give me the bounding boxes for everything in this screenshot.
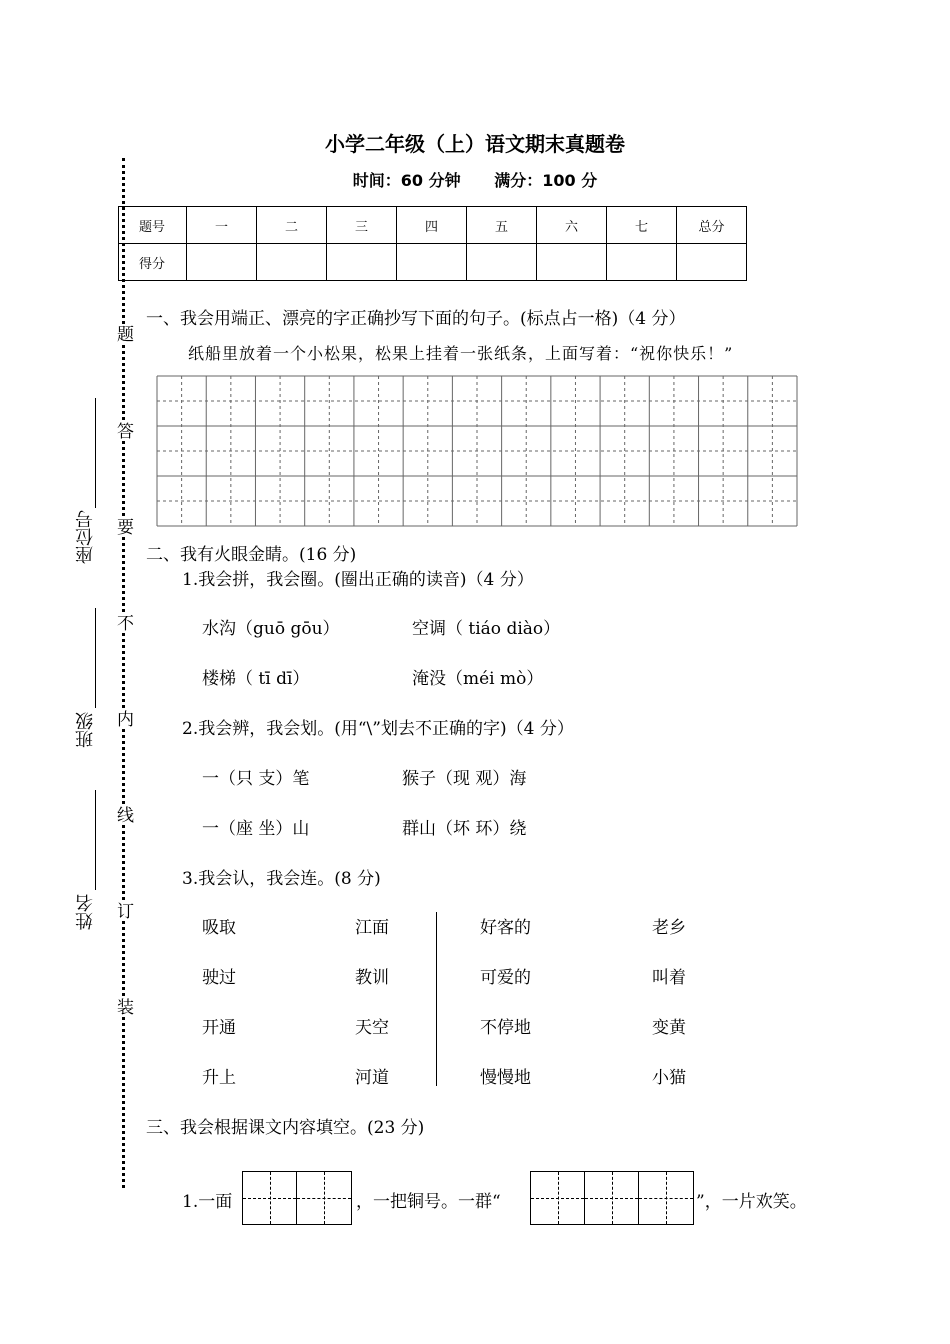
score-table-col: 六 xyxy=(537,207,607,244)
fill-box-group-1[interactable] xyxy=(242,1171,352,1225)
seat-number-line[interactable] xyxy=(95,398,96,508)
section1-heading: 一、我会用端正、漂亮的字正确抄写下面的句子。(标点占一格)（4 分） xyxy=(146,309,686,329)
time-limit: 时间：60 分钟 xyxy=(352,171,461,190)
match-item[interactable]: 老乡 xyxy=(652,918,686,938)
fill-middle: ，一把铜号。一群“ xyxy=(356,1192,501,1212)
copy-sentence: 纸船里放着一个小松果，松果上挂着一张纸条，上面写着：“祝你快乐！” xyxy=(188,344,734,363)
binding-char: 不 xyxy=(113,614,133,631)
pinyin-item: 淹没（méi mò） xyxy=(412,669,544,689)
fill-cell[interactable] xyxy=(243,1172,297,1224)
match-item[interactable]: 升上 xyxy=(202,1068,236,1088)
score-table-col: 七 xyxy=(607,207,677,244)
score-table-col: 一 xyxy=(187,207,257,244)
section2-heading: 二、我有火眼金睛。(16 分) xyxy=(146,545,357,565)
class-line[interactable] xyxy=(95,608,96,708)
binding-char: 答 xyxy=(113,422,133,439)
pinyin-item: 水沟（guō gōu） xyxy=(202,619,340,639)
fill-cell[interactable] xyxy=(531,1172,585,1224)
char-item: 群山（坏 环）绕 xyxy=(402,819,527,839)
score-table xyxy=(118,206,747,281)
score-cell[interactable] xyxy=(677,244,747,281)
binding-char: 订 xyxy=(113,902,133,919)
match-item[interactable]: 江面 xyxy=(355,918,389,938)
score-table-col: 五 xyxy=(467,207,537,244)
score-cell[interactable] xyxy=(327,244,397,281)
score-table-row-label: 题号 xyxy=(119,207,187,244)
score-table-col: 总分 xyxy=(677,207,747,244)
page-title: 小学二年级（上）语文期末真题卷 xyxy=(325,132,625,156)
exam-info xyxy=(0,168,950,191)
score-cell[interactable] xyxy=(397,244,467,281)
match-item[interactable]: 驶过 xyxy=(202,968,236,988)
pinyin-item: 空调（ tiáo diào） xyxy=(412,619,561,639)
match-item[interactable]: 慢慢地 xyxy=(480,1068,531,1088)
pinyin-item: 楼梯（ tī dī） xyxy=(202,669,310,689)
score-cell[interactable] xyxy=(187,244,257,281)
seat-number-label: 座位号 xyxy=(75,510,96,564)
binding-char: 装 xyxy=(113,998,133,1015)
section3-heading: 三、我会根据课文内容填空。(23 分) xyxy=(146,1118,425,1138)
column-divider xyxy=(436,912,437,1086)
name-line[interactable] xyxy=(95,790,96,890)
class-label: 班级 xyxy=(75,712,96,748)
match-item[interactable]: 叫着 xyxy=(652,968,686,988)
match-item[interactable]: 好客的 xyxy=(480,918,531,938)
score-table-col: 四 xyxy=(397,207,467,244)
fill-suffix: ”，一片欢笑。 xyxy=(696,1192,807,1212)
writing-grid[interactable] xyxy=(156,375,798,527)
q3-heading: 3.我会认，我会连。(8 分) xyxy=(182,869,381,889)
char-item: 一（座 坐）山 xyxy=(202,819,310,839)
score-table-col: 二 xyxy=(257,207,327,244)
fill-prefix: 1.一面 xyxy=(182,1192,233,1212)
binding-char: 要 xyxy=(113,518,133,535)
binding-char: 线 xyxy=(113,806,133,823)
fill-cell[interactable] xyxy=(297,1172,351,1224)
fill-cell[interactable] xyxy=(585,1172,639,1224)
char-item: 猴子（现 观）海 xyxy=(402,769,527,789)
q2-heading: 2.我会辨，我会划。(用“\”划去不正确的字)（4 分） xyxy=(182,719,574,739)
score-table-header-row xyxy=(119,207,747,244)
match-item[interactable]: 吸取 xyxy=(202,918,236,938)
full-score: 满分：100 分 xyxy=(494,171,598,190)
score-table-col: 三 xyxy=(327,207,397,244)
match-item[interactable]: 开通 xyxy=(202,1018,236,1038)
binding-char: 内 xyxy=(113,710,133,727)
fill-box-group-2[interactable] xyxy=(530,1171,694,1225)
match-item[interactable]: 小猫 xyxy=(652,1068,686,1088)
match-item[interactable]: 天空 xyxy=(355,1018,389,1038)
score-cell[interactable] xyxy=(467,244,537,281)
match-item[interactable]: 可爱的 xyxy=(480,968,531,988)
match-item[interactable]: 变黄 xyxy=(652,1018,686,1038)
fill-cell[interactable] xyxy=(639,1172,693,1224)
name-label: 姓名 xyxy=(75,894,96,930)
score-table-row-label: 得分 xyxy=(119,244,187,281)
match-item[interactable]: 教训 xyxy=(355,968,389,988)
match-item[interactable]: 不停地 xyxy=(480,1018,531,1038)
char-item: 一（只 支）笔 xyxy=(202,769,310,789)
score-cell[interactable] xyxy=(537,244,607,281)
binding-char: 题 xyxy=(113,325,133,342)
score-table-score-row xyxy=(119,244,747,281)
q1-heading: 1.我会拼，我会圈。(圈出正确的读音)（4 分） xyxy=(182,570,534,590)
binding-dotted-line xyxy=(122,158,125,1188)
score-cell[interactable] xyxy=(257,244,327,281)
score-cell[interactable] xyxy=(607,244,677,281)
match-item[interactable]: 河道 xyxy=(355,1068,389,1088)
